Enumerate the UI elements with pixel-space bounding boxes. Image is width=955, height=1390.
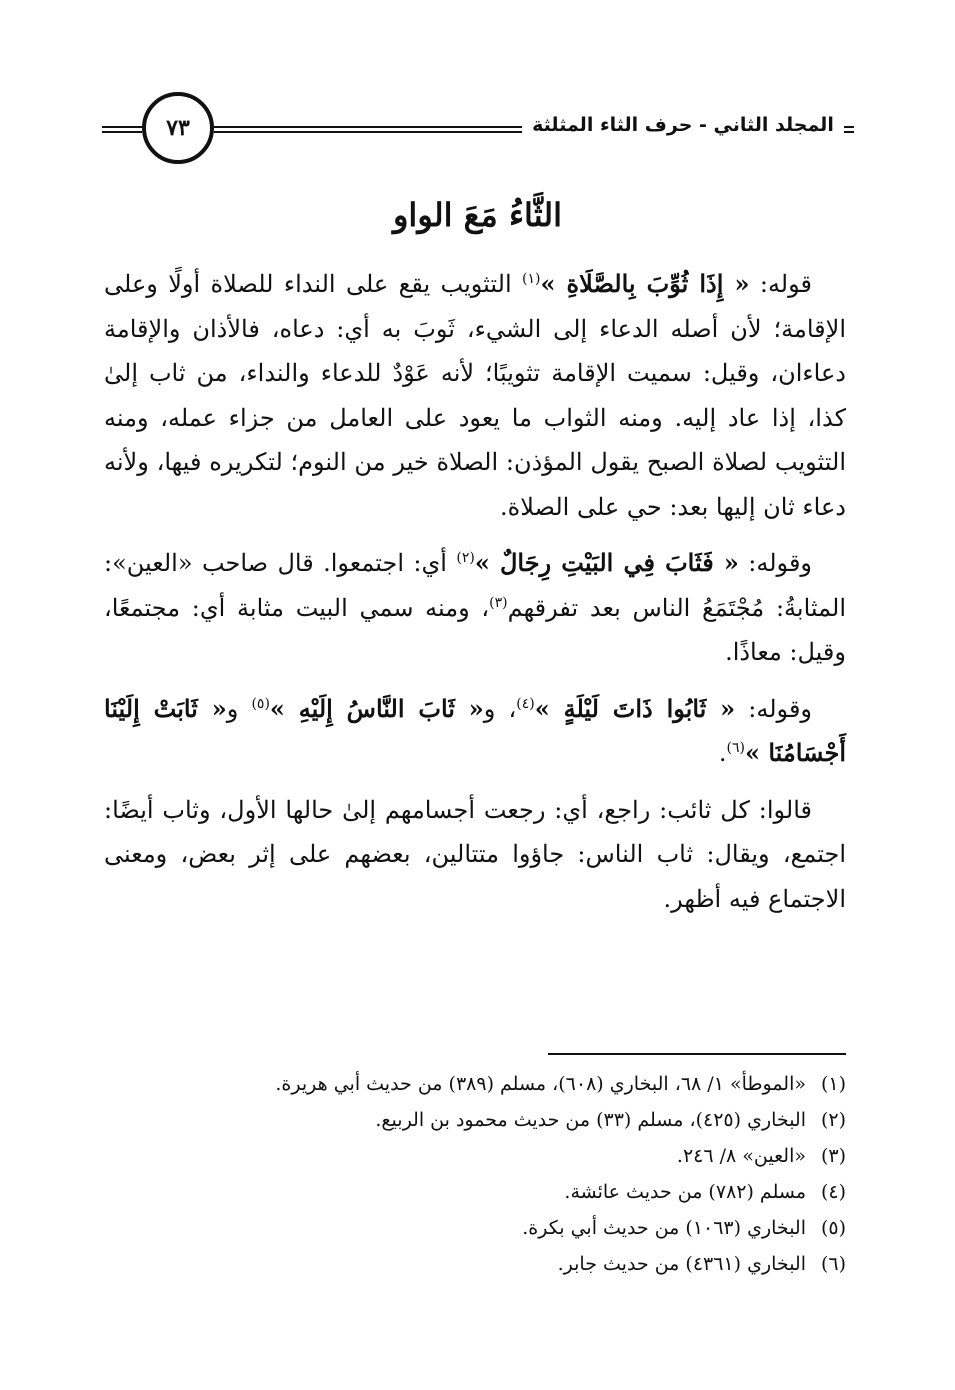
header-rule-end bbox=[844, 126, 854, 133]
hadith-quote: « ثَابَ النَّاسُ إِلَيْهِ » bbox=[269, 693, 484, 723]
footnote-item bbox=[150, 1102, 846, 1138]
paragraph-3 bbox=[104, 687, 846, 776]
header-rule-left bbox=[102, 126, 142, 133]
footnote-item bbox=[150, 1246, 846, 1282]
hadith-quote: « ثَابَتْ إِلَيْنَا أَجْسَامُنَا » bbox=[104, 693, 846, 767]
footnote-item bbox=[150, 1210, 846, 1246]
paragraph-text: التثويب يقع على النداء للصلاة أولًا وعلى الإقامة؛ لأن أصله الدعاء إلى الشيء، ثَوبَ به أي: دعاه، فالأذان والإقامة دعاءان، وقيل: سميت الإقامة تثويبًا؛ لأنه عَوْدٌ للدعاء والنداء، من ثاب إلىٰ كذا، إذا عاد إليه. ومنه الثواب ما يعود على العامل من جزاء عمله، ومنه التثويب لصلاة الصبح يقول المؤذن: الصلاة خير من النوم؛ لتكريره فيها، ولأنه دعاء ثان إليها بعد: حي على الصلاة. bbox=[104, 270, 846, 521]
footnote-ref[interactable]: (٢) bbox=[456, 550, 475, 566]
footnote-number: (٤) bbox=[820, 1181, 846, 1203]
footnote-number: (١) bbox=[820, 1073, 846, 1095]
footnote-ref[interactable]: (٦) bbox=[726, 740, 745, 756]
paragraph-text: قوله: bbox=[749, 270, 812, 298]
footnote-number: (٥) bbox=[820, 1217, 846, 1239]
footnote-item bbox=[150, 1174, 846, 1210]
main-text bbox=[104, 262, 846, 933]
hadith-quote: « إِذَا ثُوِّبَ بِالصَّلَاةِ » bbox=[540, 269, 750, 298]
running-title: المجلد الثاني - حرف الثاء المثلثة bbox=[522, 114, 844, 136]
paragraph-4: قالوا: كل ثائب: راجع، أي: رجعت أجسامهم إلىٰ حالها الأول، وثاب أيضًا: اجتمع، ويقال: ثاب الناس: جاؤوا متتالين، بعضهم على إثر بعض، ومعنى الاجتماع فيه أظهر. bbox=[104, 795, 846, 913]
footnote-ref[interactable]: (١) bbox=[522, 271, 541, 287]
footnotes bbox=[150, 1066, 846, 1282]
footnote-ref[interactable]: (٤) bbox=[516, 695, 535, 712]
footnote-ref[interactable]: (٥) bbox=[251, 695, 270, 712]
footnote-text: البخاري (٤٣٦١) من حديث جابر. bbox=[557, 1253, 806, 1275]
footnote-number: (٣) bbox=[820, 1145, 846, 1167]
paragraph-1 bbox=[104, 262, 846, 529]
footnote-number: (٢) bbox=[820, 1109, 846, 1131]
paragraph-text: وقوله: bbox=[738, 549, 813, 577]
paragraph-text: ، ومنه سمي البيت مثابة أي: مجتمعًا، وقيل: معاذًا. bbox=[104, 593, 846, 666]
hadith-quote: « ثَابُوا ذَاتَ لَيْلَةٍ » bbox=[534, 693, 736, 723]
footnote-text: مسلم (٧٨٢) من حديث عائشة. bbox=[564, 1181, 806, 1203]
footnote-text: البخاري (١٠٦٣) من حديث أبي بكرة. bbox=[522, 1217, 806, 1239]
section-title: الثَّاءُ مَعَ الواو bbox=[392, 196, 563, 234]
paragraph-text: . bbox=[718, 739, 727, 767]
footnote-item bbox=[150, 1138, 846, 1174]
footnote-ref[interactable]: (٣) bbox=[489, 594, 508, 611]
footnote-number: (٦) bbox=[820, 1253, 846, 1275]
footnote-separator bbox=[548, 1053, 846, 1055]
footnote-text: «الموطأ» ١/ ٦٨، البخاري (٦٠٨)، مسلم (٣٨٩) من حديث أبي هريرة. bbox=[275, 1073, 806, 1095]
page-header bbox=[102, 92, 850, 166]
footnote-item bbox=[150, 1066, 846, 1102]
paragraph-text: أي: اجتمعوا. قال صاحب «العين»: المثابةُ: مُجْتَمَعُ الناس بعد تفرقهم bbox=[104, 549, 846, 622]
footnote-text: البخاري (٤٢٥)، مسلم (٣٣) من حديث محمود بن الربيع. bbox=[375, 1109, 806, 1131]
paragraph-text: ، و bbox=[483, 694, 517, 723]
page-number: ٧٣ bbox=[142, 92, 214, 164]
footnote-text: «العين» ٨/ ٢٤٦. bbox=[676, 1145, 806, 1167]
paragraph-text: و bbox=[226, 694, 252, 723]
paragraph-text: وقوله: bbox=[735, 694, 813, 723]
hadith-quote: « فَثَابَ فِي البَيْتِ رِجَالٌ » bbox=[474, 548, 739, 577]
paragraph-2 bbox=[104, 541, 846, 675]
